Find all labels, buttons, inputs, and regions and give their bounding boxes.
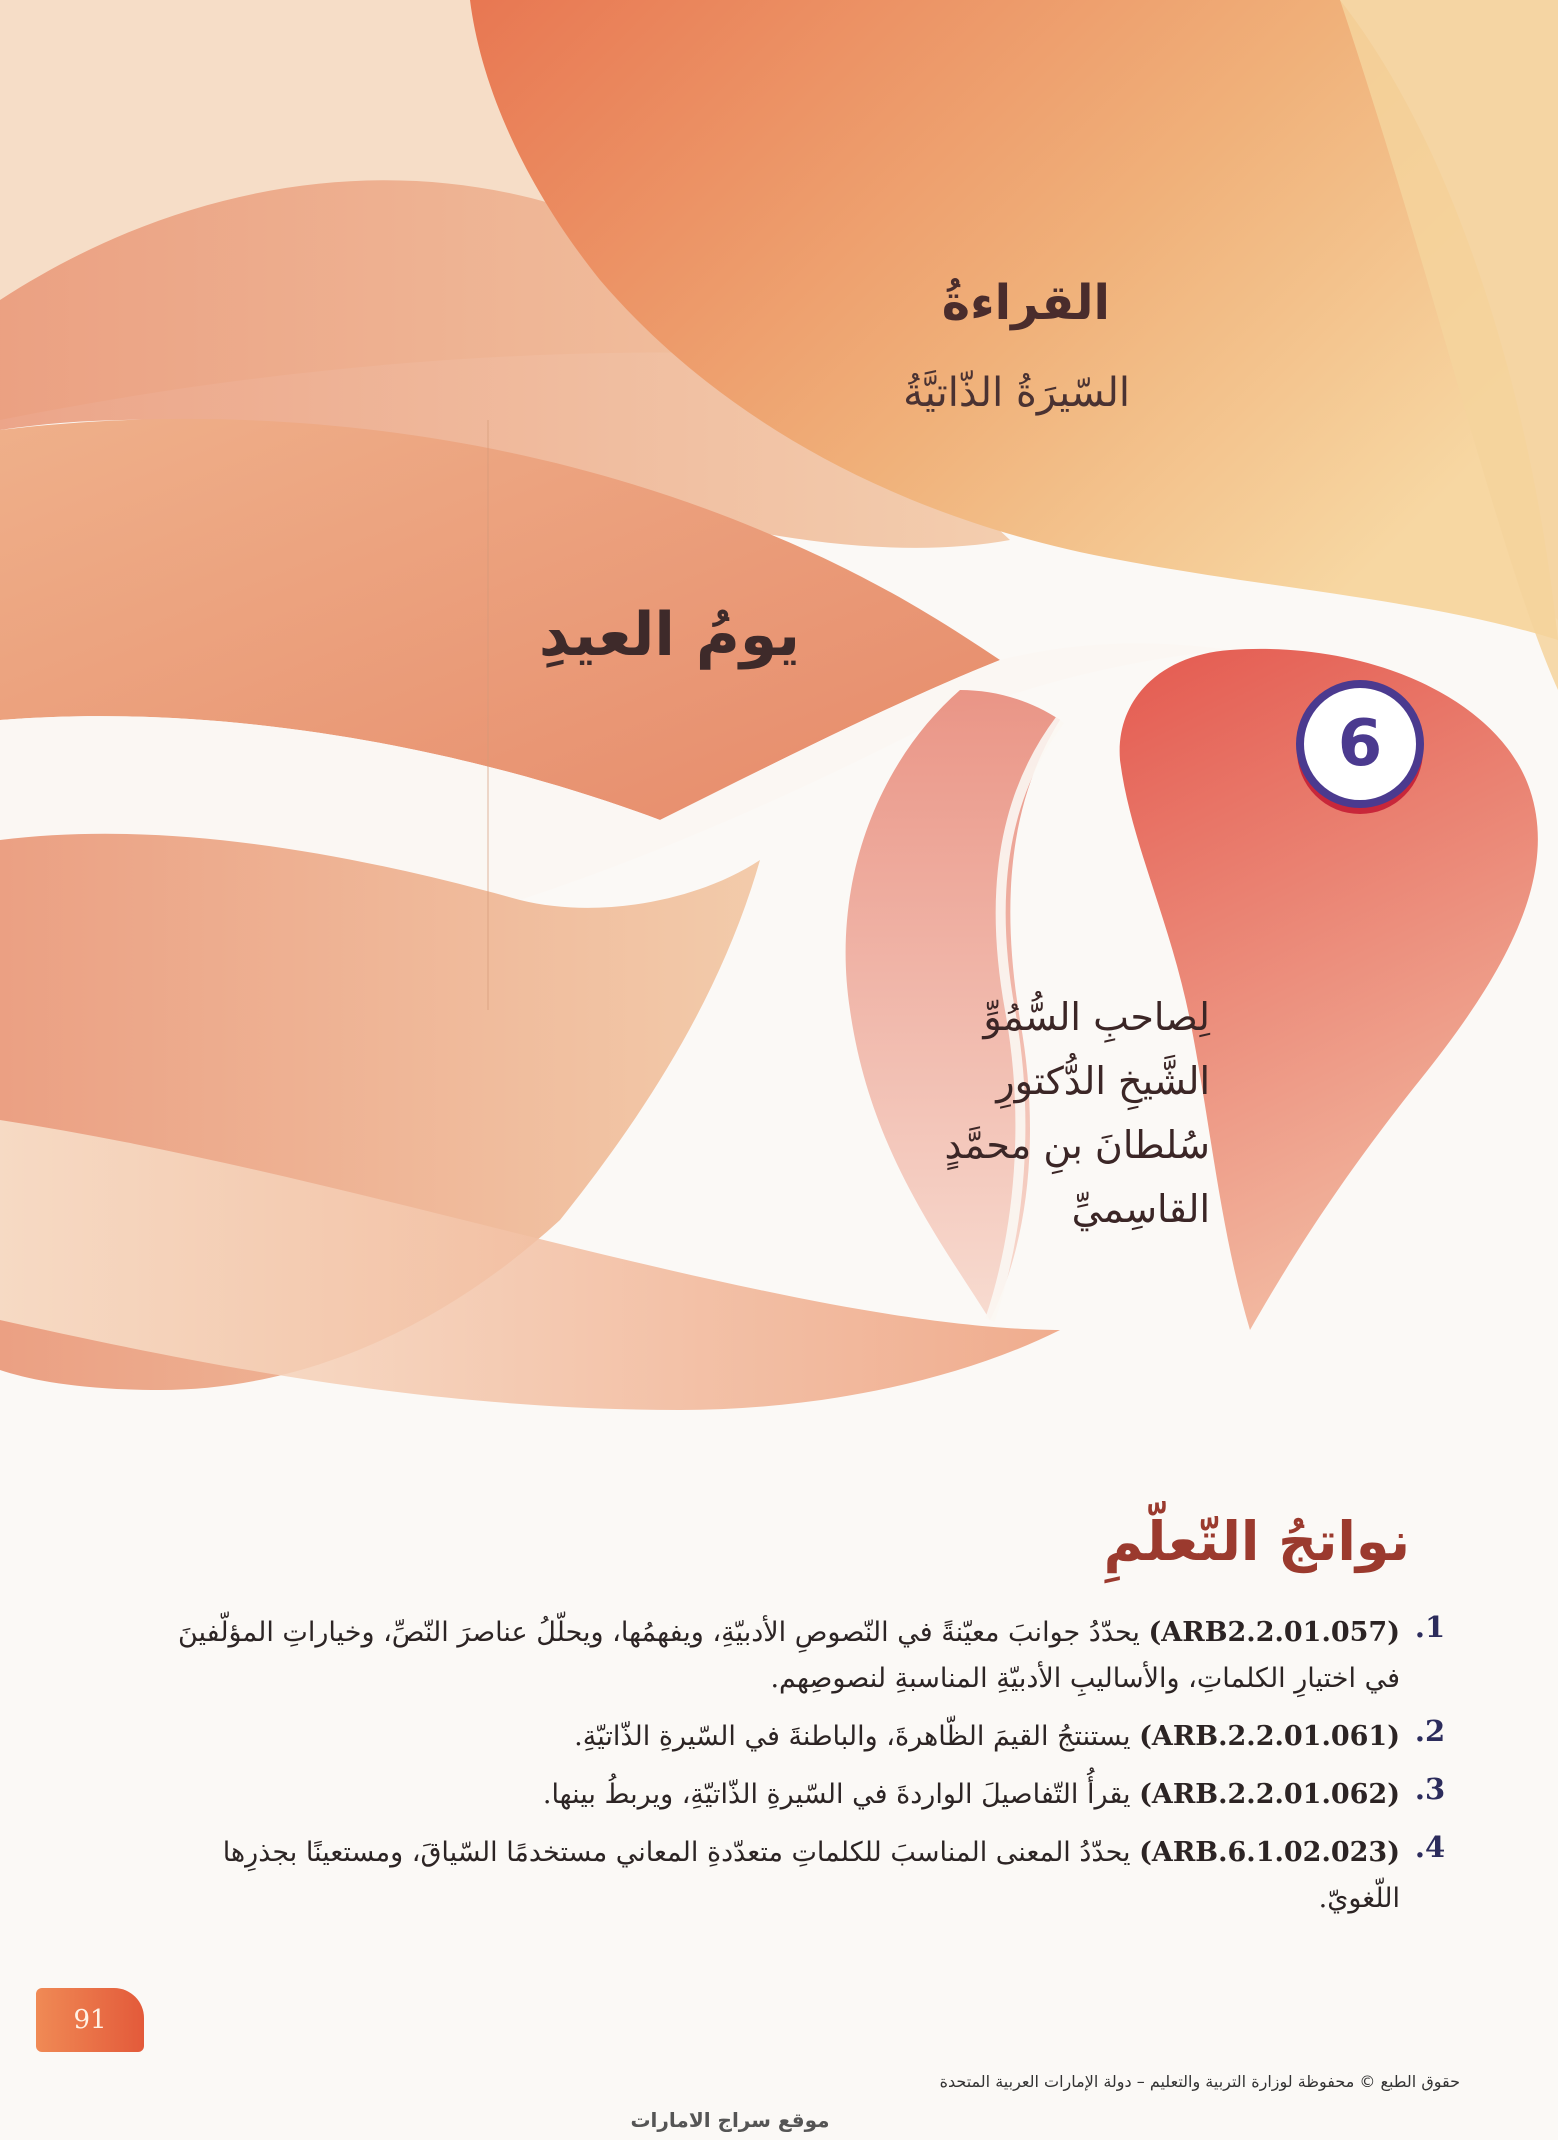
outcome-code: (ARB.2.2.01.061) xyxy=(1139,1721,1400,1752)
learning-outcomes-heading: نواتجُ التّعلّمِ xyxy=(1103,1510,1410,1573)
outcome-text-wrap xyxy=(170,1830,1400,1922)
outcome-number: 1. xyxy=(1414,1610,1446,1644)
outcome-text-wrap xyxy=(170,1714,1400,1760)
section-title: القراءةُ xyxy=(941,275,1110,331)
outcome-item xyxy=(170,1714,1460,1760)
outcome-text: يحدّدُ جوانبَ معيّنةً في النّصوصِ الأدبيّةِ، ويفهمُها، ويحلّلُ عناصرَ النّصِّ، وخياراتِ المؤلّفينَ في اختيارِ الكلماتِ، والأساليبِ الأدبيّةِ المناسبةِ لنصوصِهم. xyxy=(177,1617,1400,1694)
outcome-item xyxy=(170,1772,1460,1818)
outcome-text-wrap xyxy=(170,1772,1400,1818)
outcome-number: 4. xyxy=(1414,1830,1446,1864)
outcome-code: (ARB.2.2.01.062) xyxy=(1139,1779,1400,1810)
author-line: لِصاحبِ السُّمُوِّ xyxy=(983,995,1210,1039)
outcome-text: يحدّدُ المعنى المناسبَ للكلماتِ متعدّدةِ المعاني مستخدمًا السّياقَ، ومستعينًا بجذرِها اللّغويّ. xyxy=(222,1837,1400,1914)
site-watermark: موقع سراج الامارات xyxy=(630,2108,830,2132)
lesson-title: يومُ العيدِ xyxy=(538,600,800,670)
author-line: الشَّيخِ الدُّكتورِ xyxy=(996,1059,1210,1103)
page-number: 91 xyxy=(73,2005,107,2035)
outcome-code: (ARB2.2.01.057) xyxy=(1148,1617,1400,1648)
outcome-code: (ARB.6.1.02.023) xyxy=(1139,1837,1400,1868)
lesson-number: 6 xyxy=(1337,707,1383,781)
outcome-item xyxy=(170,1830,1460,1922)
outcome-number: 3. xyxy=(1414,1772,1446,1806)
outcome-item xyxy=(170,1610,1460,1702)
page-number-tab xyxy=(36,1988,144,2052)
outcome-text: يقرأُ التّفاصيلَ الواردةَ في السّيرةِ الذّاتيّةِ، ويربطُ بينها. xyxy=(542,1779,1131,1810)
outcome-number: 2. xyxy=(1414,1714,1446,1748)
lesson-number-badge xyxy=(1296,680,1424,808)
section-subtitle: السّيرَةُ الذّاتيَّةُ xyxy=(903,370,1130,416)
outcome-text-wrap xyxy=(170,1610,1400,1702)
learning-outcomes-list xyxy=(170,1610,1460,1934)
author-line: القاسِميِّ xyxy=(1071,1187,1210,1231)
author-block xyxy=(880,985,1210,1241)
outcome-text: يستنتجُ القيمَ الظّاهرةَ، والباطنةَ في السّيرةِ الذّاتيّةِ. xyxy=(574,1721,1131,1752)
copyright-notice: حقوق الطبع © محفوظة لوزارة التربية والتعليم – دولة الإمارات العربية المتحدة xyxy=(939,2072,1460,2091)
author-line: سُلطانَ بنِ محمَّدٍ xyxy=(944,1123,1210,1167)
